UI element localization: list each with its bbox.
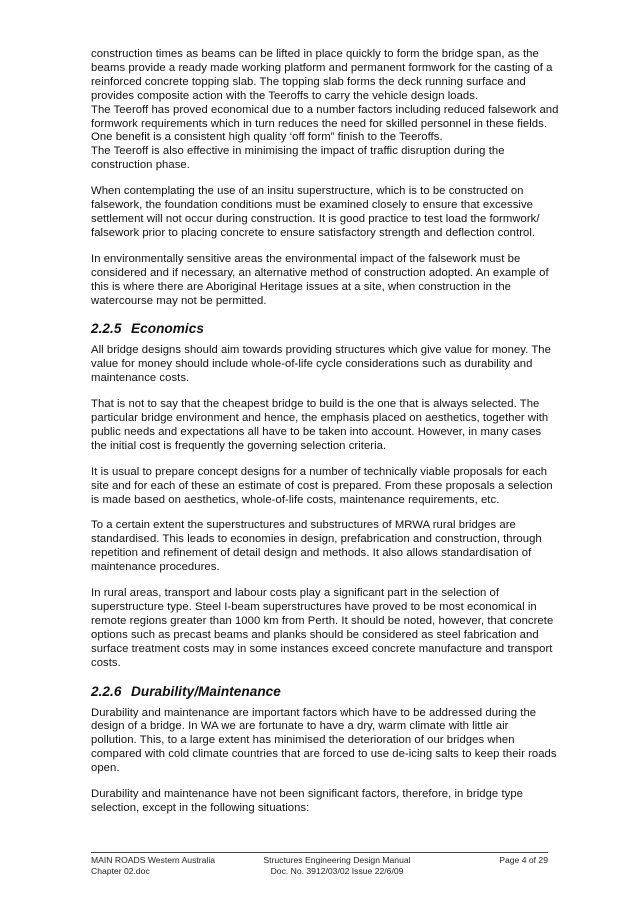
text-line: In rural areas, transport and labour costs play a significant part in the selection of	[91, 587, 500, 600]
text-line: remote regions greater than 1000 km from Perth. It should be noted, however, that concrete	[91, 614, 554, 627]
section-economics	[91, 344, 579, 670]
paragraph	[91, 185, 579, 241]
text-line: Durability and maintenance have not been significant factors, therefore, in bridge type	[91, 788, 524, 801]
footer-organisation: MAIN ROADS Western Australia	[91, 855, 216, 865]
text-line: construction phase.	[91, 159, 190, 172]
footer-manual-title: Structures Engineering Design Manual	[263, 855, 411, 865]
text-line: The Teeroff is also effective in minimising the impact of traffic disruption during the	[91, 145, 505, 158]
text-line: construction times as beams can be lifted in place quickly to form the bridge span, as the	[91, 48, 539, 60]
text-line: beams provide a ready made working platform and permanent formwork for the casting of a	[91, 61, 553, 74]
text-line: reinforced concrete topping slab. The topping slab forms the deck running surface and	[91, 75, 526, 88]
text-line: maintenance costs.	[91, 372, 190, 385]
text-line: site and for each of these an estimate of cost is prepared. From these proposals a selection	[91, 479, 553, 492]
text-line: this is where there are Aboriginal Heritage issues at a site, when construction in the	[91, 280, 511, 293]
text-line: When contemplating the use of an insitu superstructure, which is to be constructed on	[91, 185, 524, 198]
footer-left	[91, 855, 215, 877]
text-line: watercourse may not be permitted.	[91, 294, 267, 307]
paragraph	[91, 519, 579, 575]
text-line: provides composite action with the Teeroffs to carry the vehicle design loads.	[91, 89, 479, 102]
text-line: formwork requirements which in turn reduces the need for skilled personnel in these fields.	[91, 117, 548, 130]
text-line: considered and if necessary, an alternative method of construction adopted. An example of	[91, 266, 549, 279]
text-line: design of a bridge. In WA we are fortunate to have a dry, warm climate with little air	[91, 720, 509, 733]
text-line: That is not to say that the cheapest bridge to build is the one that is always selected. The	[91, 398, 540, 411]
paragraph	[91, 253, 579, 309]
text-line: open.	[91, 762, 120, 775]
document-body	[91, 48, 579, 828]
footer-center	[251, 855, 423, 877]
text-line: options such as precast beams and planks should be considered as steel fabrication and	[91, 628, 539, 641]
text-line: costs.	[91, 656, 121, 669]
heading-title: Economics	[131, 321, 204, 337]
paragraph	[91, 344, 579, 386]
text-line: the initial cost is frequently the governing selection criteria.	[91, 439, 387, 452]
footer-divider	[91, 852, 548, 853]
text-line: settlement will not occur during construction. It is good practice to test load the formwork/	[91, 212, 540, 225]
text-line: In environmentally sensitive areas the environmental impact of the falsework must be	[91, 252, 521, 265]
text-line: maintenance procedures.	[91, 561, 220, 574]
footer-filename: Chapter 02.doc	[91, 866, 150, 876]
text-line: Durability and maintenance are important factors which have to be addressed during the	[91, 706, 537, 719]
paragraph	[91, 48, 579, 173]
section-heading-economics	[91, 320, 579, 338]
section-durability	[91, 707, 579, 816]
footer-page-number: Page 4 of 29	[499, 855, 548, 865]
text-line: One benefit is a consistent high quality ‘off form” finish to the Teeroffs.	[91, 131, 443, 144]
text-line: public needs and expectations all have to be taken into account. However, in many cases	[91, 425, 542, 438]
paragraph	[91, 587, 579, 670]
text-line: selection, except in the following situations:	[91, 801, 310, 814]
text-line: superstructure type. Steel I-beam superstructures have proved to be most economical in	[91, 601, 537, 613]
text-line: compared with cold climate countries that are forced to use de-icing salts to keep their roads	[91, 748, 557, 761]
footer-doc-number: Doc. No. 3912/03/02 Issue 22/6/09	[270, 866, 404, 876]
heading-number: 2.2.6	[91, 683, 122, 699]
text-line: value for money should include whole-of-life cycle considerations such as durability and	[91, 358, 533, 371]
text-line: repetition and refinement of detail design and methods. It also allows standardisation of	[91, 547, 532, 560]
text-line: is made based on aesthetics, whole-of-life costs, maintenance requirements, etc.	[91, 493, 500, 506]
text-line: falsework, the foundation conditions must be examined closely to ensure that excessive	[91, 199, 533, 212]
heading-title: Durability/Maintenance	[131, 683, 281, 699]
text-line: All bridge designs should aim towards providing structures which give value for money. The	[91, 344, 551, 357]
paragraph	[91, 788, 579, 816]
text-line: falsework prior to placing concrete to ensure satisfactory strength and deflection control.	[91, 226, 536, 239]
paragraph	[91, 466, 579, 508]
text-line: It is usual to prepare concept designs for a number of technically viable proposals for each	[91, 465, 548, 478]
text-line: surface treatment costs may in some instances exceed concrete manufacture and transport	[91, 642, 553, 655]
text-line: standardised. This leads to economies in design, prefabrication and construction, through	[91, 533, 542, 546]
text-line: To a certain extent the superstructures and substructures of MRWA rural bridges are	[91, 519, 516, 532]
text-line: pollution. This, to a large extent has minimised the deterioration of our bridges when	[91, 734, 515, 747]
section-construction	[91, 48, 579, 308]
text-line: The Teeroff has proved economical due to a number factors including reduced falsework and	[91, 103, 559, 116]
section-heading-durability	[91, 683, 579, 701]
heading-number: 2.2.5	[91, 321, 122, 337]
paragraph	[91, 398, 579, 454]
paragraph	[91, 707, 579, 777]
text-line: particular bridge environment and hence, the emphasis placed on aesthetics, together with	[91, 412, 549, 425]
footer-right	[480, 855, 548, 866]
